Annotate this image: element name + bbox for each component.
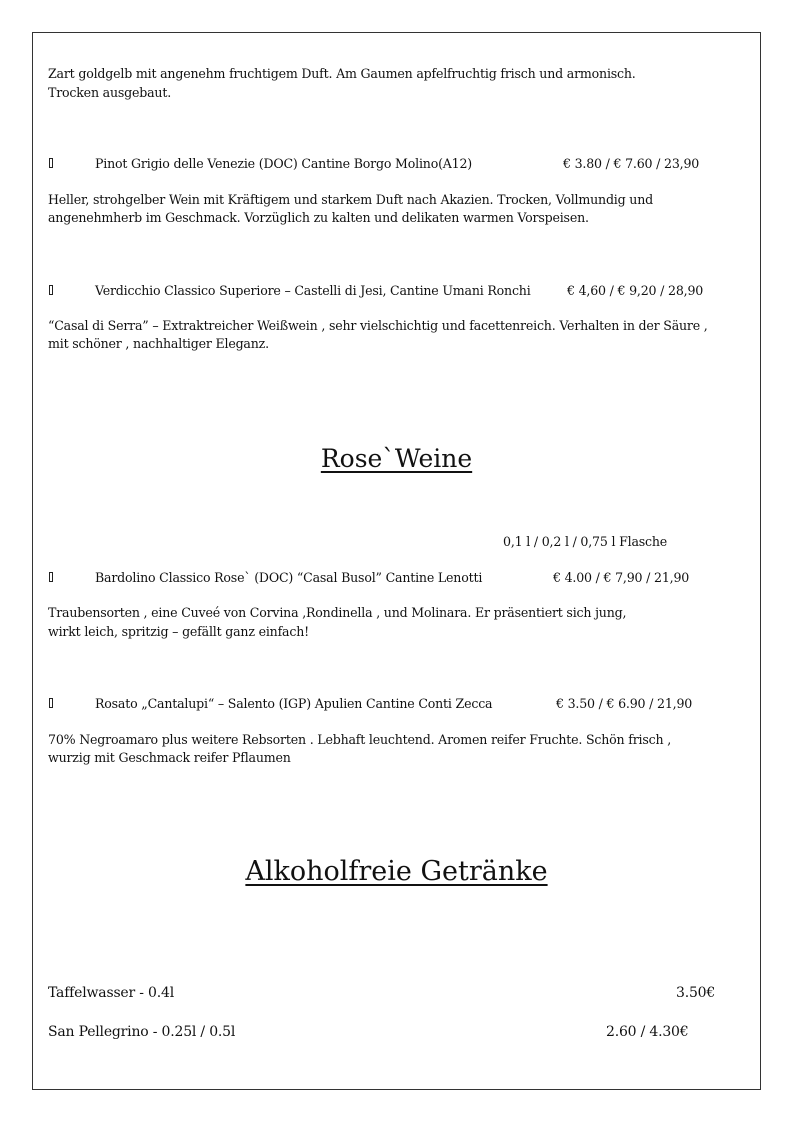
wine-description-line-2: wurzig mit Geschmack reifer Pflaumen [48, 750, 291, 765]
sizes-header: 0,1 l / 0,2 l / 0,75 l Flasche [503, 534, 668, 549]
wine-price: € 4,60 / € 9,20 / 28,90 [567, 283, 704, 298]
wine-name: Bardolino Classico Rose` (DOC) “Casal Busol” Cantine Lenotti [95, 570, 483, 585]
bullet-icon [49, 698, 53, 708]
wine-description-line-1: Heller, strohgelber Wein mit Kräftigem und starkem Duft nach Akazien. Trocken, Vollmundig und [48, 192, 653, 207]
wine-description-line-2: angenehmherb im Geschmack. Vorzüglich zu kalten und delikaten warmen Vorspeisen. [48, 210, 589, 225]
wine-name: Pinot Grigio delle Venezie (DOC) Cantine Borgo Molino(A12) [95, 156, 473, 171]
wine-price: € 3.80 / € 7.60 / 23,90 [563, 156, 700, 171]
wine-description-line-2: wirkt leich, spritzig – gefällt ganz einfach! [48, 624, 309, 639]
bullet-icon [49, 158, 53, 168]
wine-description-line-1: “Casal di Serra” – Extraktreicher Weißwein , sehr vielschichtig und facettenreich. Verhalten in der Säure , [48, 318, 708, 333]
wine-description-line-1: 70% Negroamaro plus weitere Rebsorten . Lebhaft leuchtend. Aromen reifer Fruchte. Schön frisch , [48, 732, 672, 747]
wine-price: € 4.00 / € 7,90 / 21,90 [553, 570, 690, 585]
intro-description-line-2: Trocken ausgebaut. [48, 85, 171, 100]
wine-description-line-2: mit schöner , nachhaltiger Eleganz. [48, 336, 269, 351]
bullet-icon [49, 572, 53, 582]
drink-name: San Pellegrino - 0.25l / 0.5l [48, 1024, 236, 1040]
wine-description-line-1: Traubensorten , eine Cuveé von Corvina ,Rondinella , und Molinara. Er präsentiert sich jung, [48, 605, 627, 620]
wine-price: € 3.50 / € 6.90 / 21,90 [556, 696, 693, 711]
section-title-rose: Rose`Weine [320, 444, 473, 473]
drink-name: Taffelwasser - 0.4l [48, 985, 174, 1001]
intro-description-line-1: Zart goldgelb mit angenehm fruchtigem Duft. Am Gaumen apfelfruchtig frisch und armonisch. [48, 66, 636, 81]
wine-name: Verdicchio Classico Superiore – Castelli di Jesi, Cantine Umani Ronchi [95, 283, 531, 298]
bullet-icon [49, 285, 53, 295]
section-title-nonalcoholic: Alkoholfreie Getränke [245, 856, 548, 887]
wine-name: Rosato „Cantalupi“ – Salento (IGP) Apulien Cantine Conti Zecca [95, 696, 493, 711]
drink-price: 3.50€ [676, 985, 716, 1001]
drink-price: 2.60 / 4.30€ [606, 1024, 689, 1040]
